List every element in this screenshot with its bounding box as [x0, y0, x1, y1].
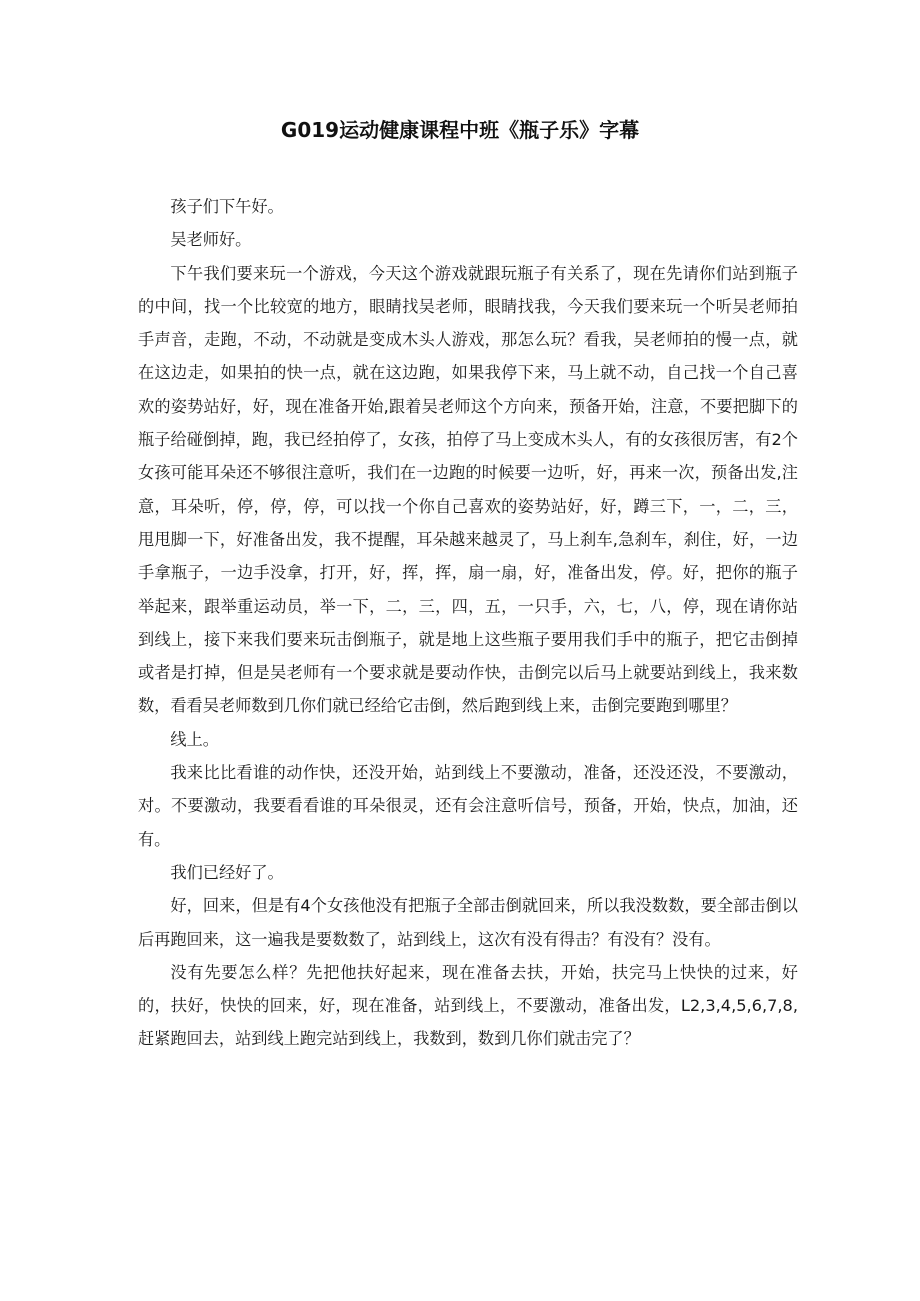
- paragraph: 吴老师好。: [170, 230, 252, 250]
- paragraph: 孩子们下午好。: [170, 197, 284, 216]
- paragraph: 下午我们要来玩一个游戏，今天这个游戏就跟玩瓶子有关系了，现在先请你们站到瓶子的中间，找一个比较宽的地方，眼睛找吴老师，眼睛找我，今天我们要来玩一个听吴老师拍手声音，走跑，不动，不动就是变成木头人游戏，那怎么玩？看我，吴老师拍的慢一点，就在这边走，如果拍的快一点，就在这边跑，如果我停下来，马上就不动，自己找一个自己喜欢的姿势站好，好，现在准备开始,跟着吴老师这个方向来，预备开始，注意，不要把脚下的瓶子给碰倒掉，跑，我已经拍停了，女孩，拍停了马上变成木头人，有的女孩很厉害，有2个女孩可能耳朵还不够很注意听，我们在一边跑的时候要一边听，好，再来一次，预备出发,注意，耳朵听，停，停，停，可以找一个你自己喜欢的姿势站好，好，蹲三下，一，二，三，甩甩脚一下，好准备出发，我不提醒，耳朵越来越灵了，马上刹车,急刹车，刹住，好，一边手拿瓶子，一边手没拿，打开，好，挥，挥，扇一扇，好，准备出发，停。好，把你的瓶子举起来，跟举重运动员，举一下，二，三，四，五，一只手，六，七，八，停，现在请你站到线上，接下来我们要来玩击倒瓶子，就是地上这些瓶子要用我们手中的瓶子，把它击倒掉或者是打掉，但是吴老师有一个要求就是要动作快，击倒完以后马上就要站到线上，我来数数，看看吴老师数到几你们就已经给它击倒，然后跑到线上来，击倒完要跑到哪里？: [138, 263, 798, 716]
- paragraph: 线上。: [170, 729, 219, 749]
- transcript-body: [138, 190, 798, 1056]
- paragraph: 好，回来，但是有4个女孩他没有把瓶子全部击倒就回来，所以我没数数，要全部击倒以后再跑回来，这一遍我是要数数了，站到线上，这次有没有得击？有没有？没有。: [138, 896, 798, 949]
- paragraph: 我们已经好了。: [170, 862, 284, 882]
- paragraph: 我来比比看谁的动作快，还没开始，站到线上不要激动，准备，还没还没，不要激动，对。不要激动，我要看看谁的耳朵很灵，还有会注意听信号，预备，开始，快点，加油，还有。: [138, 763, 798, 849]
- paragraph: 没有先要怎么样？先把他扶好起来，现在准备去扶，开始，扶完马上快快的过来，好的，扶好，快快的回来，好，现在准备，站到线上，不要激动，准备出发，L2,3,4,5,6,7,8,赶紧跑回去，站到线上跑完站到线上，我数到，数到几你们就击完了？: [138, 962, 798, 1049]
- document-title: G019运动健康课程中班《瓶子乐》字幕: [280, 118, 640, 142]
